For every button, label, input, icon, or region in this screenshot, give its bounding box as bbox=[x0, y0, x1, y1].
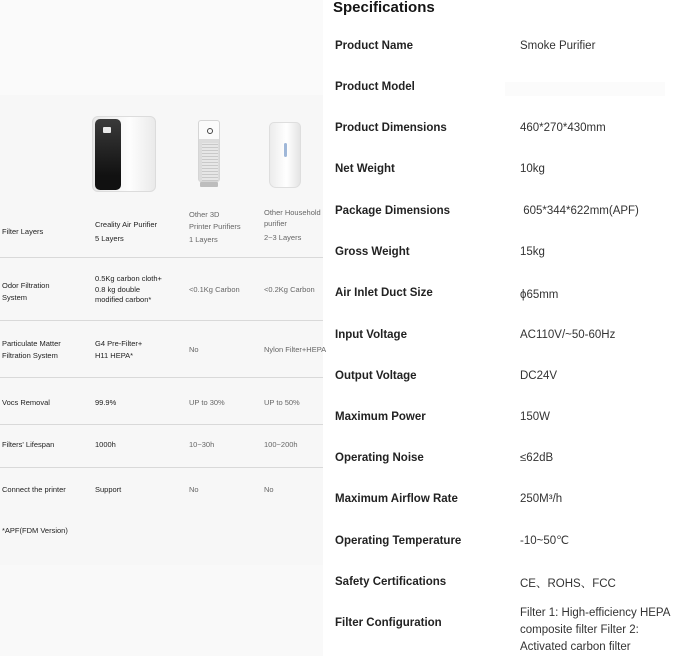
spec-label: Output Voltage bbox=[335, 370, 417, 382]
spec-value: Smoke Purifier bbox=[520, 40, 596, 52]
spec-value: AC110V/~50-60Hz bbox=[520, 329, 616, 341]
row-label-filter-layers: Filter Layers bbox=[2, 227, 44, 236]
spec-value: -10~50℃ bbox=[520, 535, 570, 547]
spec-label: Net Weight bbox=[335, 163, 395, 175]
spec-row bbox=[335, 327, 675, 347]
spec-label: Product Dimensions bbox=[335, 122, 447, 134]
connect-col2: No bbox=[189, 485, 199, 494]
specs-title: Specifications bbox=[333, 0, 435, 16]
spec-row bbox=[335, 450, 675, 470]
spec-label: Operating Temperature bbox=[335, 535, 462, 547]
connect-col3: No bbox=[264, 485, 274, 494]
spec-label: Safety Certifications bbox=[335, 576, 447, 588]
vocs-col1: 99.9% bbox=[95, 398, 117, 407]
header-col2: Other 3D Printer Purifiers 1 Layers bbox=[189, 210, 241, 244]
row-label-connect: Connect the printer bbox=[2, 485, 66, 494]
creality-purifier-image bbox=[92, 116, 156, 192]
spec-label: Air Inlet Duct Size bbox=[335, 287, 433, 299]
spec-value: 10kg bbox=[520, 163, 545, 175]
odor-col3: <0.2Kg Carbon bbox=[264, 285, 315, 294]
spec-value: 15kg bbox=[520, 246, 545, 258]
spec-label: Maximum Power bbox=[335, 411, 426, 423]
other-3d-purifier-image bbox=[198, 120, 220, 188]
spec-value: ≤62dB bbox=[520, 452, 554, 464]
divider bbox=[0, 377, 323, 378]
spec-value: DC24V bbox=[520, 370, 558, 382]
spec-row bbox=[335, 161, 675, 181]
divider bbox=[0, 424, 323, 425]
divider bbox=[0, 257, 323, 258]
spec-row bbox=[335, 79, 675, 99]
spec-label: Operating Noise bbox=[335, 452, 424, 464]
particulate-col3: Nylon Filter+HEPA bbox=[264, 345, 327, 354]
household-purifier-image bbox=[269, 122, 301, 188]
row-label-lifespan: Filters' Lifespan bbox=[2, 440, 55, 449]
row-label-vocs: Vocs Removal bbox=[2, 398, 50, 407]
spec-value: 605*344*622mm(APF) bbox=[520, 205, 639, 217]
vocs-col2: UP to 30% bbox=[189, 398, 225, 407]
odor-col2: <0.1Kg Carbon bbox=[189, 285, 240, 294]
spec-row bbox=[335, 607, 675, 653]
spec-value: 150W bbox=[520, 411, 551, 423]
divider bbox=[0, 320, 323, 321]
spec-label: Input Voltage bbox=[335, 329, 407, 341]
spec-row bbox=[335, 368, 675, 388]
lifespan-col2: 10~30h bbox=[189, 440, 215, 449]
row-label-particulate: Particulate Matter Filtration System bbox=[2, 339, 61, 360]
spec-row bbox=[335, 574, 675, 594]
spec-label: Product Name bbox=[335, 40, 413, 52]
spec-value: ϕ65mm bbox=[520, 289, 559, 301]
spec-row bbox=[335, 409, 675, 429]
footnote: *APF(FDM Version) bbox=[2, 526, 68, 535]
panel-top-band bbox=[0, 0, 323, 95]
spec-row bbox=[335, 491, 675, 511]
spec-row bbox=[335, 533, 675, 553]
panel-bottom-band bbox=[0, 565, 323, 656]
particulate-col2: No bbox=[189, 345, 199, 354]
spec-row bbox=[335, 38, 675, 58]
spec-label: Gross Weight bbox=[335, 246, 410, 258]
spec-value: 250M³/h bbox=[520, 493, 563, 505]
spec-value: Filter 1: High-efficiency HEPA composite filter Filter 2: Activated carbon filter bbox=[520, 607, 670, 653]
comparison-panel bbox=[0, 0, 323, 656]
odor-col1: 0.5Kg carbon cloth+ 0.8 kg double modified carbon* bbox=[95, 274, 162, 304]
header-col1: Creality Air Purifier 5 Layers bbox=[95, 220, 158, 243]
spec-value: CE、ROHS、FCC bbox=[520, 578, 616, 590]
spec-row bbox=[335, 203, 675, 223]
vocs-col3: UP to 50% bbox=[264, 398, 300, 407]
connect-col1: Support bbox=[95, 485, 122, 494]
spec-row bbox=[335, 244, 675, 264]
row-label-odor: Odor Filtration System bbox=[2, 281, 50, 302]
spec-row bbox=[335, 120, 675, 140]
particulate-col1: G4 Pre-Filter+ H11 HEPA* bbox=[95, 339, 143, 360]
spec-row bbox=[335, 285, 675, 305]
lifespan-col3: 100~200h bbox=[264, 440, 298, 449]
spec-label: Package Dimensions bbox=[335, 205, 451, 217]
spec-label: Filter Configuration bbox=[335, 617, 442, 629]
spec-label: Product Model bbox=[335, 81, 415, 93]
spec-value: 460*270*430mm bbox=[520, 122, 606, 134]
divider bbox=[0, 467, 323, 468]
lifespan-col1: 1000h bbox=[95, 440, 116, 449]
spec-label: Maximum Airflow Rate bbox=[335, 493, 458, 505]
header-col3: Other Household purifier 2~3 Layers bbox=[264, 208, 321, 242]
